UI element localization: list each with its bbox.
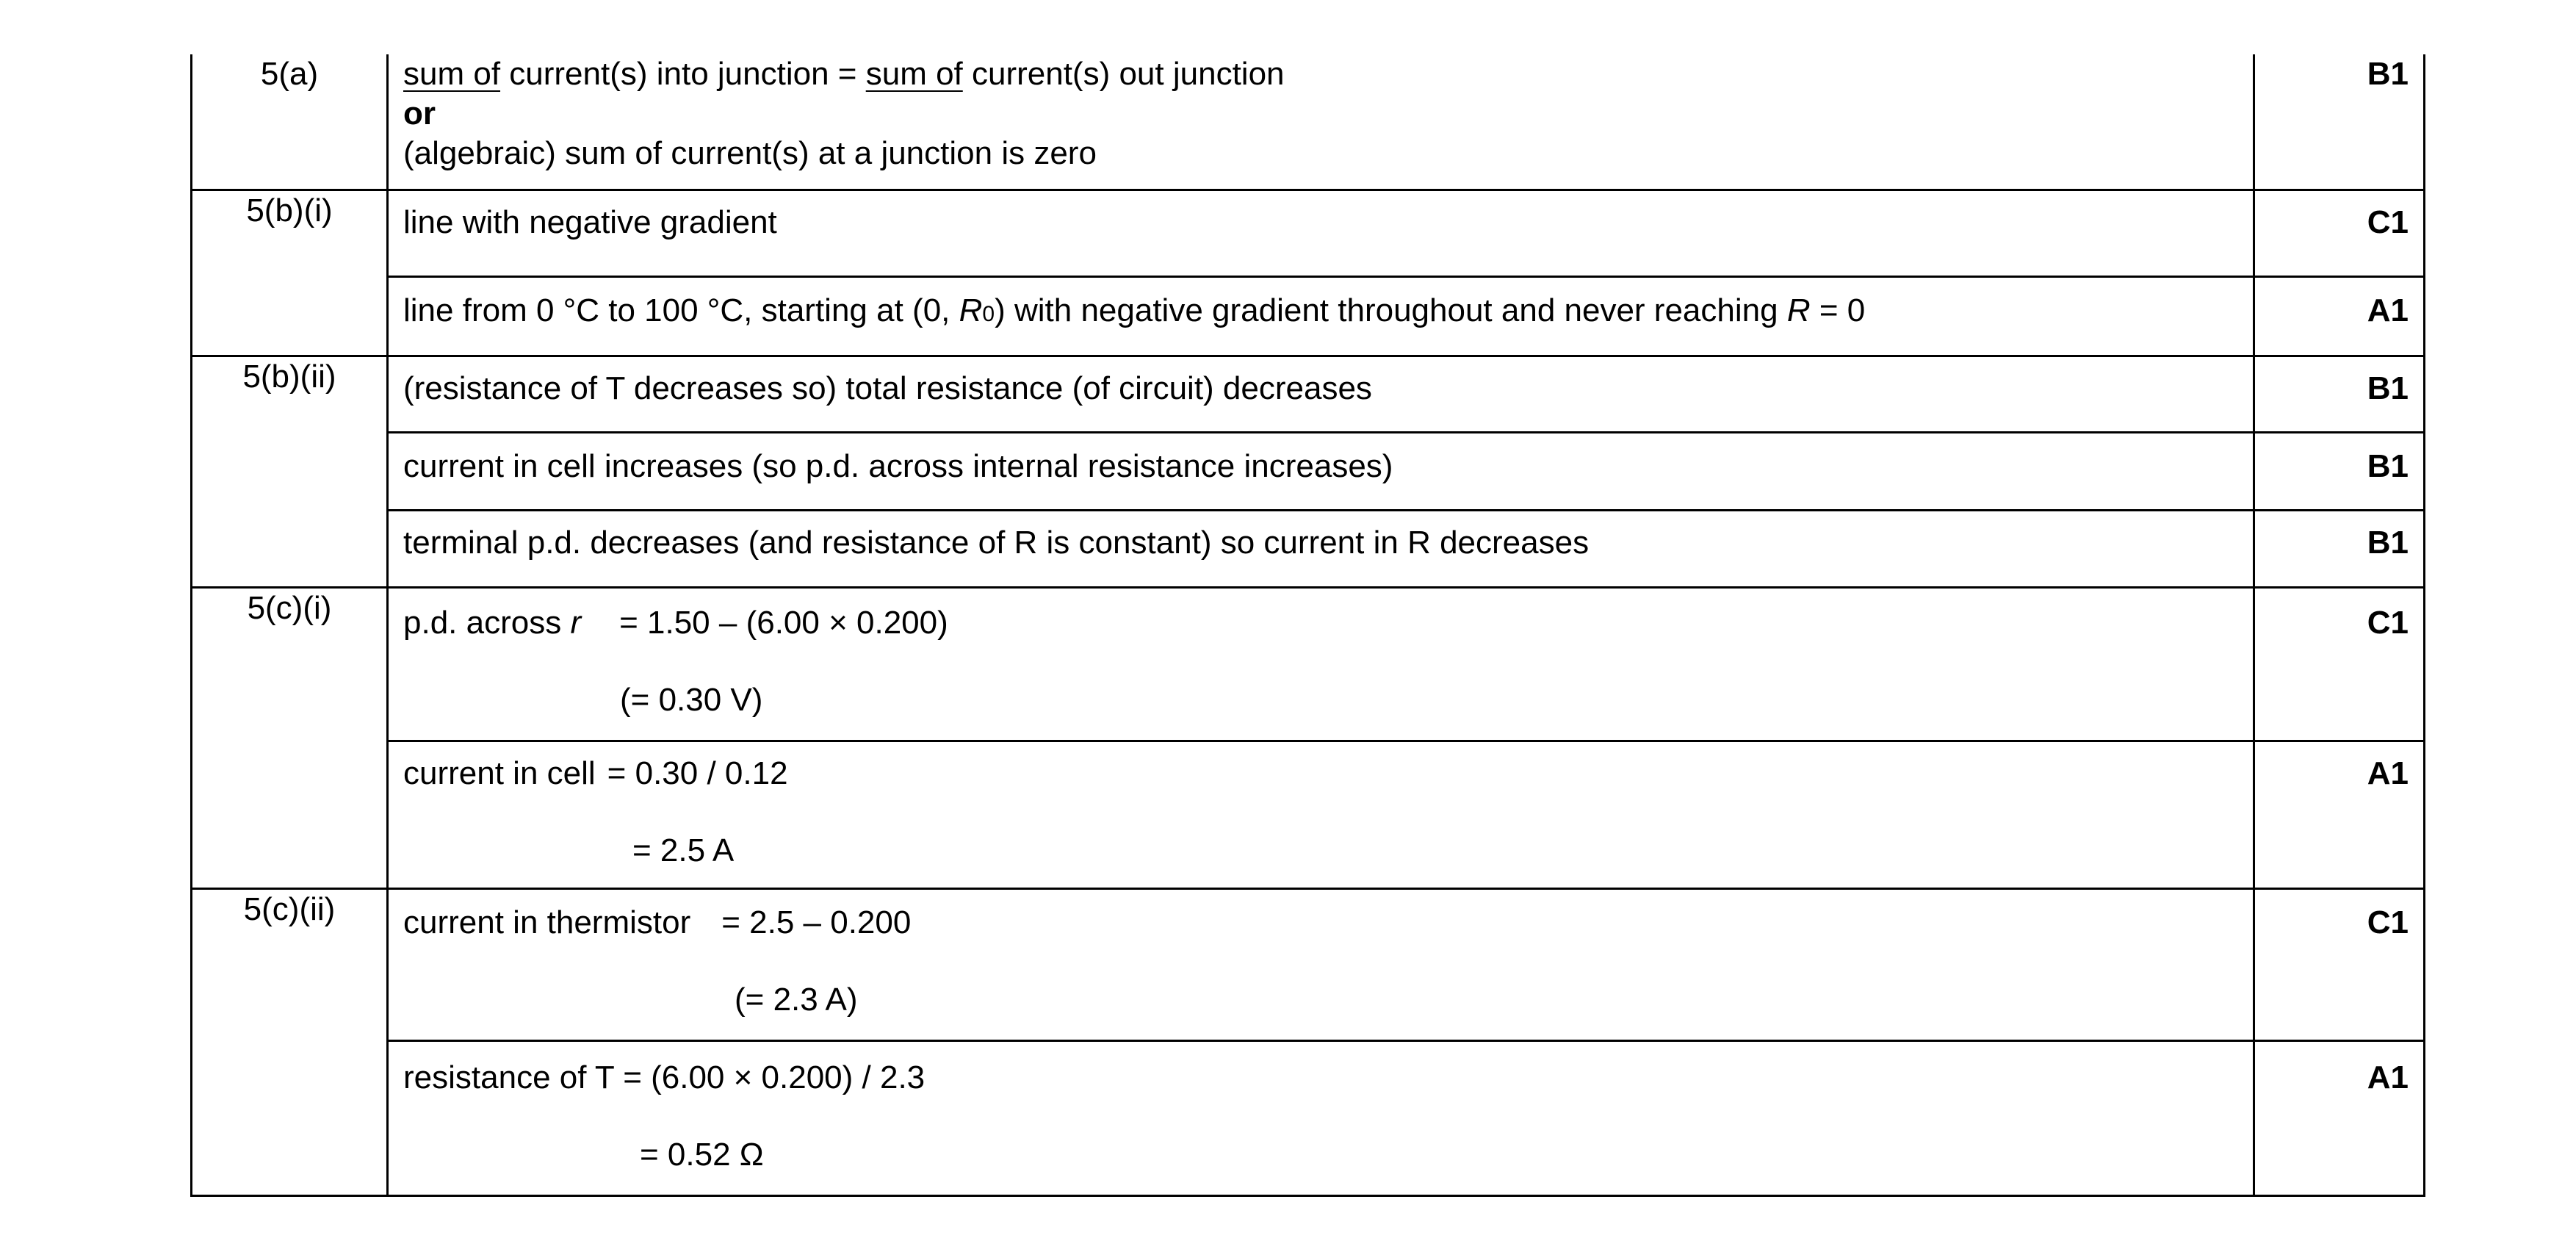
equation: = 1.50 – (6.00 × 0.200) [619, 605, 948, 641]
mark-cell: C1 [2254, 588, 2425, 741]
answer-text: = 0 [1810, 292, 1866, 328]
answer-line: line with negative gradient [403, 204, 777, 240]
symbol-R: R [959, 292, 983, 328]
question-number: 5(a) [192, 54, 388, 190]
mark-cell: A1 [2254, 277, 2425, 356]
subscript: 0 [982, 302, 995, 326]
or-separator: or [403, 96, 436, 132]
symbol-r: r [570, 605, 582, 641]
mark-cell: B1 [2254, 54, 2425, 190]
answer-line: terminal p.d. decreases (and resistance of R is constant) so current in R decreases [403, 525, 1590, 561]
question-number: 5(b)(i) [192, 190, 388, 356]
answer-line [403, 54, 2253, 94]
answer-cell [388, 741, 2254, 889]
answer-text: current(s) into junction = [500, 56, 866, 92]
answer-line [403, 754, 2253, 793]
answer-cell [388, 54, 2254, 190]
mark-cell: A1 [2254, 741, 2425, 889]
answer-line [403, 291, 2253, 334]
answer-text: p.d. across [403, 605, 571, 641]
equation-result: (= 2.3 A) [735, 982, 858, 1018]
table-row [192, 433, 2425, 511]
answer-line [403, 903, 2253, 943]
mark-cell: A1 [2254, 1041, 2425, 1196]
answer-cell [388, 511, 2254, 588]
symbol-R: R [1786, 292, 1811, 328]
mark-cell: B1 [2254, 356, 2425, 433]
table-row [192, 277, 2425, 356]
equation-result: (= 0.30 V) [620, 682, 763, 718]
answer-text: ) with negative gradient throughout and never reaching [995, 292, 1787, 328]
answer-text: current in cell [403, 755, 596, 791]
answer-line: resistance of T = (6.00 × 0.200) / 2.3 [403, 1059, 926, 1095]
mark-cell: B1 [2254, 511, 2425, 588]
table-row [192, 588, 2425, 741]
mark-cell: C1 [2254, 889, 2425, 1041]
question-number: 5(c)(i) [192, 588, 388, 889]
table-row [192, 741, 2425, 889]
question-number: 5(b)(ii) [192, 356, 388, 588]
answer-cell [388, 277, 2254, 356]
answer-cell [388, 1041, 2254, 1196]
equation: = 2.5 – 0.200 [721, 904, 912, 940]
answer-cell [388, 356, 2254, 433]
underlined-text: sum of [865, 56, 963, 92]
answer-text: current in thermistor [403, 904, 691, 940]
table-row [192, 54, 2425, 190]
mark-scheme-table [190, 54, 2425, 1197]
answer-line: current in cell increases (so p.d. across internal resistance increases) [403, 448, 1393, 484]
mark-cell: B1 [2254, 433, 2425, 511]
table-row [192, 511, 2425, 588]
answer-line: (resistance of T decreases so) total resistance (of circuit) decreases [403, 370, 1372, 406]
table-row [192, 356, 2425, 433]
table-row [192, 1041, 2425, 1196]
answer-cell [388, 889, 2254, 1041]
answer-text: current(s) out junction [962, 56, 1285, 92]
equation-result: = 0.52 Ω [640, 1137, 764, 1173]
answer-text: line from 0 °C to 100 °C, starting at (0, [403, 292, 959, 328]
question-number: 5(c)(ii) [192, 889, 388, 1196]
answer-cell [388, 433, 2254, 511]
mark-cell: C1 [2254, 190, 2425, 277]
equation-result: = 2.5 A [632, 832, 735, 868]
answer-cell [388, 588, 2254, 741]
answer-line: (algebraic) sum of current(s) at a junction is zero [403, 135, 1097, 171]
underlined-text: sum of [403, 56, 501, 92]
answer-line [403, 603, 2253, 643]
table-row [192, 190, 2425, 277]
table-row [192, 889, 2425, 1041]
equation: = 0.30 / 0.12 [607, 755, 788, 791]
answer-cell [388, 190, 2254, 277]
